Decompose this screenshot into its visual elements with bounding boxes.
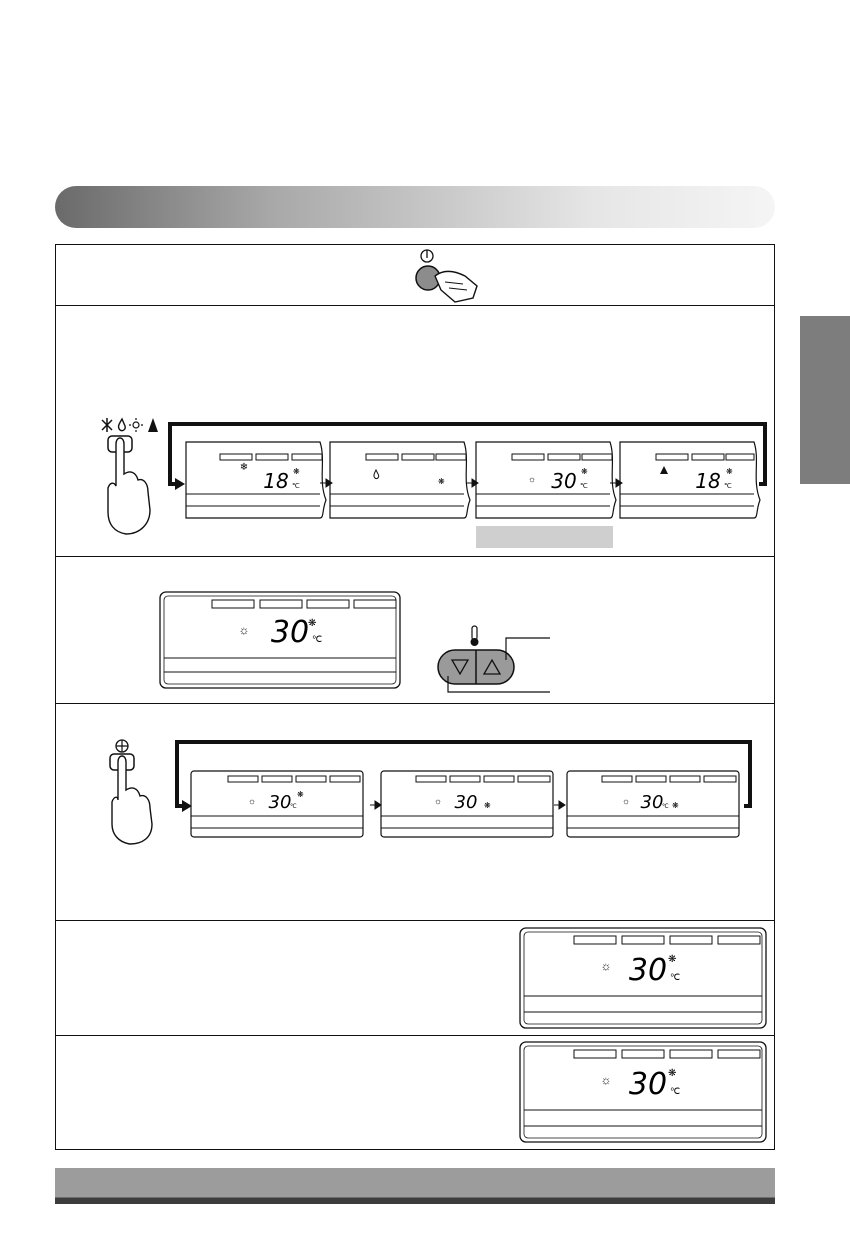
temperature-buttons (436, 624, 556, 696)
footer-bar (55, 1168, 775, 1204)
row-divider (56, 1035, 774, 1036)
lcd-panel-cool (186, 440, 326, 520)
svg-text:❋: ❋ (484, 801, 491, 810)
svg-text:❋: ❋ (668, 1068, 677, 1079)
svg-text:❋: ❋ (668, 954, 677, 965)
heat-sun-icon (129, 418, 143, 432)
lcd-temp: 30 (640, 792, 664, 813)
power-button-icon[interactable] (405, 246, 485, 306)
thermometer-icon (471, 626, 479, 646)
lcd-unit: ℃ (292, 483, 300, 490)
lcd-unit: ℃ (670, 1086, 681, 1096)
svg-text:☼: ☼ (238, 623, 250, 637)
fan-step-arrows (370, 798, 570, 812)
section-heading-bar (55, 186, 775, 228)
lcd-temp: 30 (270, 615, 310, 650)
lcd-temp: 30 (628, 953, 668, 988)
svg-text:❋: ❋ (308, 618, 317, 629)
svg-text:☼: ☼ (600, 959, 612, 973)
chapter-side-tab (800, 316, 850, 484)
row-divider (56, 920, 774, 921)
row-divider (56, 703, 774, 704)
auto-person-icon (148, 418, 158, 432)
svg-text:❄: ❄ (239, 462, 249, 473)
svg-text:☼: ☼ (621, 796, 631, 806)
lcd-temp: 30 (551, 469, 577, 493)
lcd-unit: ℃ (290, 804, 297, 810)
lcd-unit: ℃ (312, 634, 323, 644)
lcd-panel-fan-1 (190, 770, 365, 840)
svg-text:❋: ❋ (293, 467, 300, 476)
svg-text:☼: ☼ (527, 474, 537, 484)
cool-snowflake-icon (102, 418, 112, 432)
lcd-temp: 30 (268, 792, 292, 813)
lcd-panel-large (158, 590, 404, 690)
lcd-unit: ℃ (580, 483, 588, 490)
svg-text:❋: ❋ (726, 467, 733, 476)
lcd-unit: ℃ (724, 483, 732, 490)
fan-speed-icon (116, 740, 128, 752)
dry-drop-icon (119, 419, 126, 431)
svg-text:❋: ❋ (581, 467, 588, 476)
svg-text:❋: ❋ (297, 790, 304, 799)
lcd-unit: ℃ (670, 972, 681, 982)
lcd-temp: 30 (628, 1067, 668, 1102)
mode-button-with-hand[interactable] (96, 414, 166, 539)
row-divider (56, 556, 774, 557)
lcd-temp: 18 (695, 469, 721, 493)
mode-label-highlight (476, 526, 613, 548)
lcd-unit: ℃ (662, 804, 669, 810)
lcd-panel-row6 (518, 1040, 768, 1144)
svg-text:☼: ☼ (247, 796, 257, 806)
svg-text:❋: ❋ (672, 801, 679, 810)
svg-text:❋: ❋ (438, 477, 445, 486)
lcd-panel-row5 (518, 926, 768, 1030)
svg-text:☼: ☼ (433, 796, 443, 806)
svg-text:☼: ☼ (600, 1073, 612, 1087)
lcd-temp: 18 (263, 469, 289, 493)
lcd-panel-fan-3 (566, 770, 741, 840)
cycle-step-arrows (320, 475, 770, 491)
fan-button-with-hand[interactable] (100, 738, 160, 846)
lcd-temp: 30 (454, 792, 478, 813)
